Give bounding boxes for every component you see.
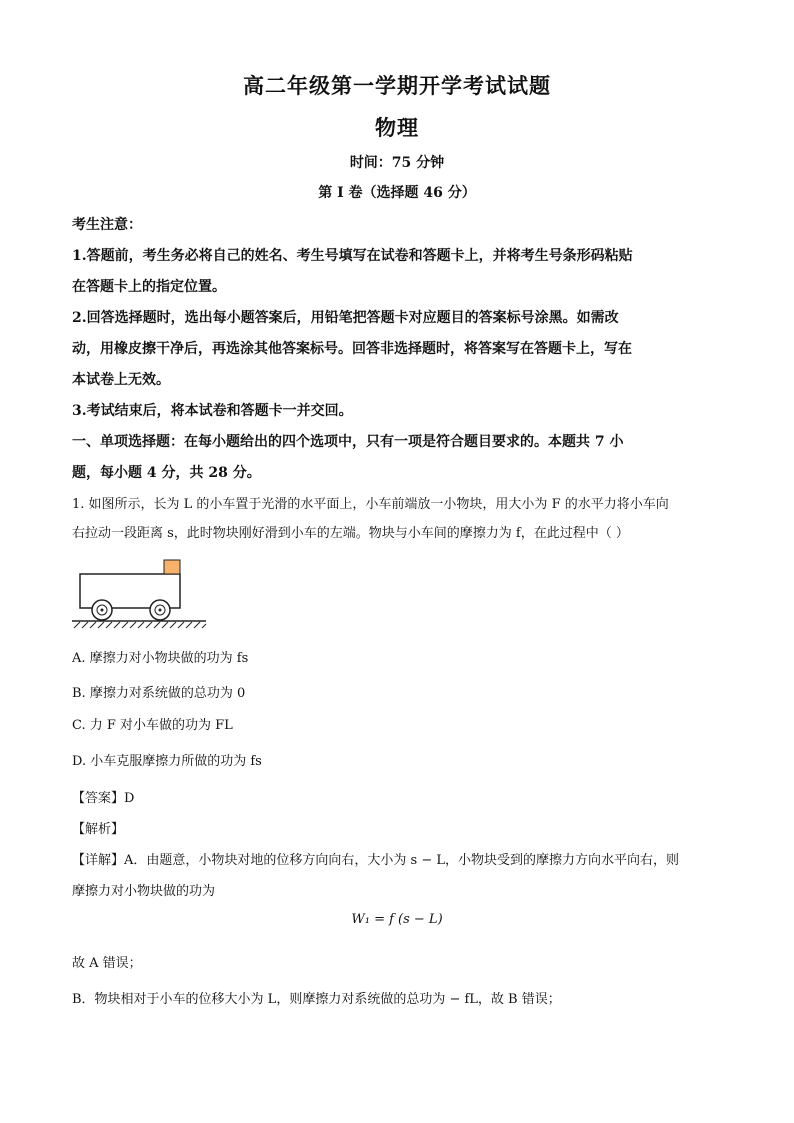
section-heading: 题，每小题 4 分，共 28 分。 (72, 465, 261, 481)
analysis-label: 【解析】 (72, 822, 125, 837)
answer-label: 【答案】D (72, 791, 135, 806)
notice-line: 动，用橡皮擦干净后，再选涂其他答案标号。回答非选择题时，将答案写在答题卡上，写在 (72, 341, 632, 357)
detail-line: 摩擦力对小物块做的功为 (72, 884, 216, 899)
section-heading: 一、单项选择题：在每小题给出的四个选项中，只有一项是符合题目要求的。本题共 7 小 (72, 434, 624, 450)
ground-hatch (74, 622, 206, 628)
question-line: 1. 如图所示，长为 L 的小车置于光滑的水平面上，小车前端放一小物块，用大小为 F 的水平力将小车向 (72, 497, 669, 512)
option-c: C. 力 F 对小车做的功为 FL (72, 718, 233, 733)
option-a: A. 摩擦力对小物块做的功为 fs (72, 651, 249, 666)
notice-line: 1.答题前，考生务必将自己的姓名、考生号填写在试卷和答题卡上，并将考生号条形码粘贴 (72, 248, 633, 264)
notice-heading: 考生注意： (72, 217, 142, 233)
question-line: 右拉动一段距离 s，此时物块刚好滑到小车的左端。物块与小车间的摩擦力为 f，在此过程中（ ） (72, 526, 629, 541)
work-formula: W₁ = f (s − L) (351, 912, 443, 927)
volume-heading: 第 I 卷（选择题 46 分） (318, 185, 476, 201)
subject-title: 物理 (375, 115, 419, 140)
option-b: B. 摩擦力对系统做的总功为 0 (72, 686, 246, 701)
notice-line: 3.考试结束后，将本试卷和答题卡一并交回。 (72, 403, 353, 419)
exam-duration: 时间：75 分钟 (349, 155, 445, 171)
exam-title: 高二年级第一学期开学考试试题 (243, 73, 551, 98)
small-block (164, 560, 180, 574)
cart-diagram (70, 558, 220, 630)
detail-line: 【详解】A．由题意，小物块对地的位移方向向右，大小为 s − L，小物块受到的摩擦力方向水平向右，则 (72, 853, 679, 868)
wheel-right (150, 600, 170, 620)
option-d: D. 小车克服摩擦力所做的功为 fs (72, 754, 262, 769)
detail-line: 故 A 错误； (72, 956, 142, 971)
wheel-left (92, 600, 112, 620)
detail-line: B．物块相对于小车的位移大小为 L，则摩擦力对系统做的总功为 − fL，故 B 错误； (72, 992, 561, 1007)
question-1-stem (72, 490, 722, 548)
notice-line: 在答题卡上的指定位置。 (72, 279, 226, 295)
notice-line: 2.回答选择题时，选出每小题答案后，用铅笔把答题卡对应题目的答案标号涂黑。如需改 (72, 310, 619, 326)
exam-notice (72, 210, 722, 489)
notice-line: 本试卷上无效。 (72, 372, 170, 388)
